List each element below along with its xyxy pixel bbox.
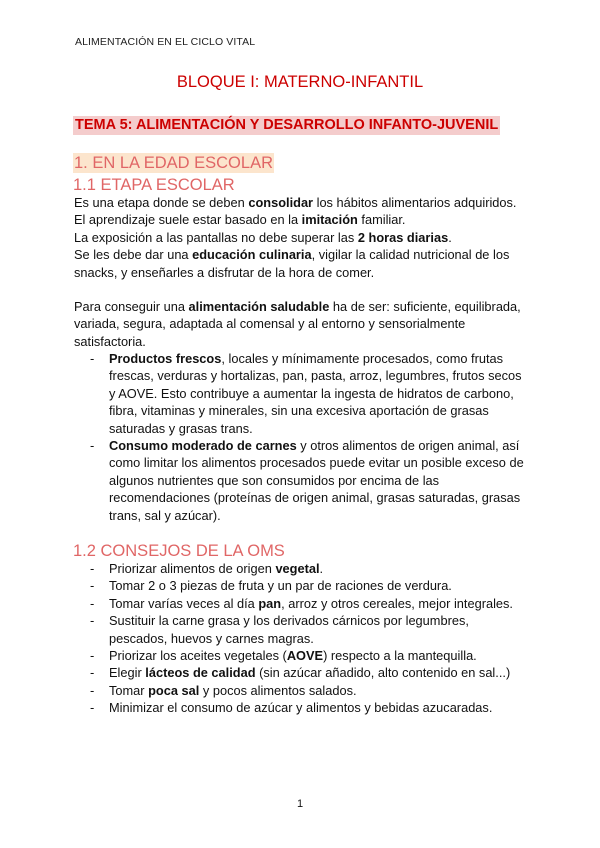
text-run: ) respecto a la mantequilla. [323,648,477,664]
bold-text: vegetal [275,561,320,576]
text-run: Es una etapa donde se deben [74,195,249,210]
text-run: El aprendizaje suele estar basado en la [74,212,302,228]
text-line [74,298,529,350]
text-run: familiar. [357,212,406,228]
bold-text: lácteos de calidad [145,665,256,681]
bold-text: Productos frescos [109,351,222,366]
bold-text: pan [258,595,282,611]
bold-text: alimentación saludable [188,299,330,314]
list-item [90,612,530,647]
text-run: Sustituir la carne grasa y los derivados cárnicos por legumbres, pescados, huevos y carnes magras. [109,613,469,646]
list-item [90,350,530,437]
intro-paragraph [74,194,529,281]
text-run: ha de ser: suficiente, equilibrada, variada, segura, adaptada al comensal y al entorno y sensorialmente satisfactoria. [74,299,521,349]
bold-text: educación culinaria [192,247,312,263]
list-item [90,682,530,699]
who-advice-list [90,560,530,717]
list-item [90,560,530,577]
text-run: Para conseguir una [74,299,189,314]
text-line [74,229,529,246]
list-item [90,699,530,716]
bold-text: AOVE [286,648,324,664]
text-run: Minimizar el consumo de azúcar y alimentos y bebidas azucaradas. [109,700,493,716]
text-run: Tomar [109,682,149,698]
list-item [90,437,530,524]
text-run: , arroz y otros cereales, mejor integrales. [281,595,513,611]
text-run: y otros alimentos de origen animal, así como limitar los alimentos procesados puede evitar un posible exceso de algunos nutrientes que son consumidos por encima de las recomendaciones (proteínas de origen animal, grasas saturadas, grasas trans, sal y azúcar). [109,438,524,523]
text-run: Se les debe dar una [74,247,193,263]
page-number: 1 [296,798,304,810]
list-item [90,595,530,612]
text-line [74,211,529,228]
text-run: , vigilar la calidad nutricional de los snacks, y enseñarles a disfrutar de la hora de comer. [74,247,510,280]
bold-text: 2 horas diarias [357,229,449,245]
text-run: . [319,561,324,576]
subsection-heading: 1.2 CONSEJOS DE LA OMS [73,542,285,560]
healthy-diet-paragraph [74,298,529,350]
bold-text: Consumo moderado de carnes [109,438,297,454]
topic-title: TEMA 5: ALIMENTACIÓN Y DESARROLLO INFANTO-JUVENIL [75,117,499,133]
bold-text: consolidar [248,195,314,210]
text-run: Priorizar alimentos de origen [109,561,276,576]
list-item [90,664,530,681]
block-title: BLOQUE I: MATERNO-INFANTIL [176,73,424,91]
bold-text: poca sal [148,682,200,698]
text-run: Tomar varías veces al día [109,595,259,611]
list-item [90,647,530,664]
text-run: (sin azúcar añadido, alto contenido en sal...) [255,665,511,681]
running-header: ALIMENTACIÓN EN EL CICLO VITAL [75,36,256,48]
text-line [74,246,529,281]
text-line [74,194,529,211]
text-run: y pocos alimentos salados. [199,682,357,698]
text-run: . [448,229,452,245]
section-heading: 1. EN LA EDAD ESCOLAR [74,154,273,172]
text-run: Tomar 2 o 3 piezas de fruta y un par de raciones de verdura. [109,578,452,594]
text-run: los hábitos alimentarios adquiridos. [313,195,517,210]
text-run: Elegir [109,665,146,681]
subsection-heading: 1.1 ETAPA ESCOLAR [73,176,235,194]
text-run: La exposición a las pantallas no debe superar las [74,229,358,245]
bold-text: imitación [301,212,358,228]
list-item [90,577,530,594]
text-run: Priorizar los aceites vegetales ( [109,648,287,664]
text-run: , locales y mínimamente procesados, como frutas frescas, verduras y hortalizas, pan, pasta, arroz, legumbres, frutos secos y AOVE. Esto contribuye a aumentar la ingesta de hidratos de carbono, fibra, vitaminas y minerales, sin una excesiva aportación de grasas saturadas y grasas trans. [109,351,522,436]
healthy-diet-list [90,350,530,524]
